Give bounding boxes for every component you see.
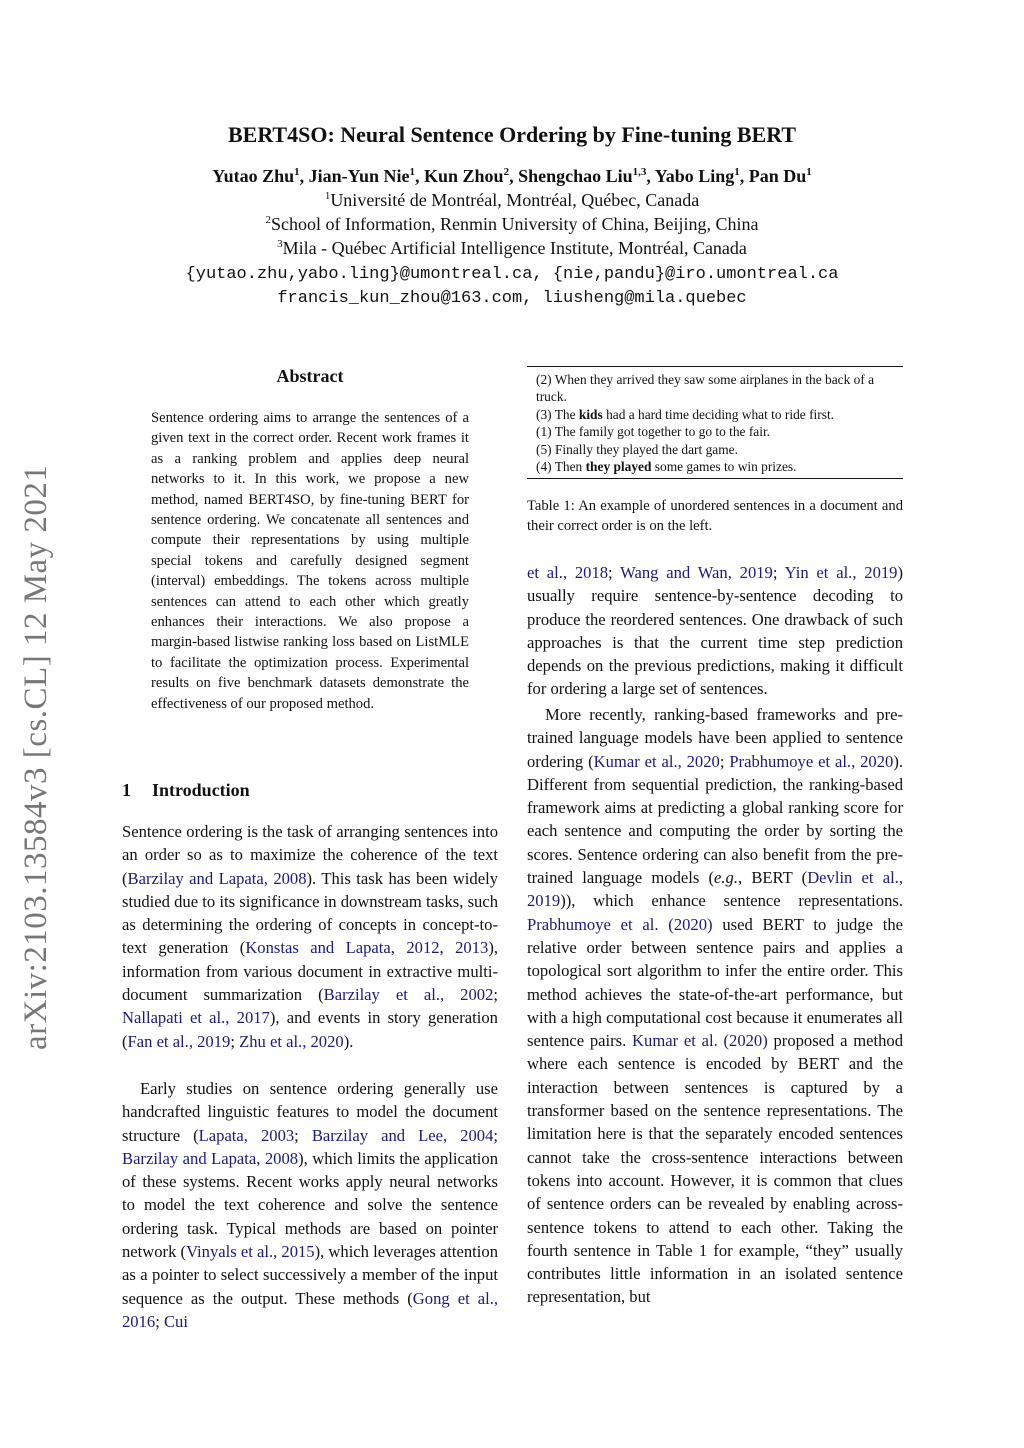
affiliation-1: $^1$Université de Montréal, Montréal, Québec, Canada: [324, 190, 700, 210]
citation-link[interactable]: Kumar et al. (2020): [632, 1031, 768, 1051]
text-run: ;: [230, 1031, 240, 1051]
table-row: [527, 371, 903, 406]
bold-text: kids: [578, 406, 603, 422]
arxiv-identifier: arXiv:2103.13584v3 [cs.CL] 12 May 2021: [18, 464, 54, 1050]
citation-link[interactable]: Wang and Wan, 2019: [620, 563, 773, 582]
text-run: (5) Finally they played the dart game.: [536, 441, 738, 457]
right-paragraph-1: [527, 561, 903, 701]
text-run: ). This task has been widely studied due to its significance in downstream tasks, such as determining the ordering of concepts in concept-to-text generation (: [122, 868, 498, 958]
text-run: ), information from various document in extractive multi-document summarization (: [122, 938, 498, 1005]
text-run: ), which limits the application of these systems. Recent works apply neural networks to model the text coherence and solve the sentence ordering task. Typical methods are based on pointer network (: [122, 1148, 499, 1262]
author-name: Pan Du: [748, 166, 807, 186]
citation-link[interactable]: et al., 2018: [527, 563, 609, 582]
author-affiliation-mark: 1,3: [632, 166, 647, 178]
author-affiliation-mark: 2: [503, 166, 510, 178]
citation-link[interactable]: 2012: [406, 938, 440, 958]
emphasis: e.g.: [714, 868, 738, 888]
citation-link[interactable]: Vinyals et al., 2015: [186, 1242, 315, 1262]
text-run: ;: [772, 563, 785, 582]
citation-link[interactable]: Prabhumoye et al. (2020): [527, 914, 713, 934]
author-affiliation-mark: 1: [806, 166, 812, 178]
text-run: ,: [439, 938, 456, 958]
citation-link[interactable]: Barzilay and Lee, 2004: [311, 1125, 494, 1145]
text-run: ;: [294, 1125, 312, 1145]
author-name: Yutao Zhu: [212, 166, 295, 186]
text-run: , BERT (: [738, 868, 808, 888]
citation-link[interactable]: Barzilay and Lapata, 2008: [122, 1148, 299, 1168]
author-affiliation-mark: 1: [294, 166, 300, 178]
text-run: used BERT to judge the relative order between sentence pairs and applies a topological sort algorithm to infer the entire order. This method achieves the state-of-the-art performance, but with a high computational cost because it enumerates all sentence pairs.: [527, 914, 903, 1051]
citation-link[interactable]: Fan et al., 2019: [127, 1031, 231, 1051]
text-run: ,: [390, 938, 407, 958]
section-heading-introduction: 1 Introduction: [122, 780, 250, 800]
table-row: [527, 406, 903, 423]
table-row: [527, 458, 903, 475]
text-run: Early studies on sentence ordering generally use handcrafted linguistic features to model the document structure (: [122, 1079, 498, 1145]
intro-paragraph-1: [122, 820, 498, 1053]
table-row: [527, 423, 903, 440]
text-run: ;: [493, 985, 498, 1005]
text-run: had a hard time deciding what to ride first.: [602, 406, 835, 422]
affiliation-2: $^2$School of Information, Renmin University of China, Beijing, China: [265, 214, 759, 234]
abstract-text: Sentence ordering aims to arrange the sentences of a given text in the correct order. Recent work frames it as a ranking problem and applies deep neural networks to it. In this work, we propose a new method, named BERT4SO, by fine-tuning BERT for sentence ordering. We concatenate all sentences and compute their representations by using multiple special tokens and carefully designed segment (interval) embeddings. The tokens across multiple sentences can attend to each other which greatly enhances their interactions. We also propose a margin-based listwise ranking loss based on ListMLE to facilitate the optimization process. Experimental results on five benchmark datasets demonstrate the effectiveness of our proposed method.: [151, 410, 469, 712]
citation-link[interactable]: Gong et al., 2016: [122, 1288, 499, 1331]
right-paragraph-2: [527, 703, 903, 1309]
author-affiliation-mark: 1: [409, 166, 415, 178]
text-run: proposed a method where each sentence is encoded by BERT and the interaction between sentences is captured by a transformer based on the sentence representations. The limitation here is that the separately encoded sentences cannot take the cross-sentence interactions between tokens into account. However, it is common that clues of sentence orders can be revealed by enabling across-sentence tokens to attend to each other. Taking the fourth sentence in Table 1 for example, “they” usually contributes little information in an isolated sentence representation, but: [527, 1031, 903, 1307]
text-run: ;: [608, 563, 621, 582]
citation-link[interactable]: Nallapati et al., 2017: [122, 1008, 270, 1028]
citation-link[interactable]: Cui: [163, 1311, 188, 1331]
table-caption: Table 1: An example of unordered sentences in a document and their correct order is on the left.: [527, 498, 903, 535]
text-run: ).: [343, 1031, 354, 1051]
text-run: ) usually require sentence-by-sentence decoding to produce the reordered sentences. One drawback of such approaches is that the current time step prediction depends on the previous predictions, making it difficult for ordering a large set of sentences.: [527, 563, 903, 699]
citation-link[interactable]: Barzilay and Lapata, 2008: [127, 868, 307, 888]
text-run: some games to win prizes.: [651, 459, 797, 475]
citation-link[interactable]: Kumar et al., 2020: [593, 751, 720, 771]
text-run: More recently, ranking-based frameworks and pre-trained language models have been applied to sentence ordering (: [527, 705, 903, 771]
citation-link[interactable]: Zhu et al., 2020: [239, 1031, 344, 1051]
text-run: (1) The family got together to go to the fair.: [536, 424, 771, 440]
citation-link[interactable]: Konstas and Lapata: [245, 938, 391, 958]
citation-link[interactable]: Barzilay et al., 2002: [323, 985, 494, 1005]
author-name: Jian-Yun Nie: [308, 166, 410, 186]
author-list: Yutao Zhu$^1$, Jian-Yun Nie$^1$, Kun Zhou$^2$, Shengchao Liu$^{1,3}$, Yabo Ling$^1$, Pan Du$^1$: [212, 166, 812, 186]
abstract-heading: Abstract: [276, 366, 344, 386]
example-table: [527, 366, 903, 479]
text-run: Sentence ordering is the task of arranging sentences into an order so as to maximize the coherence of the text (: [122, 822, 498, 888]
affiliation-3: $^3$Mila - Québec Artificial Intelligence Institute, Montréal, Canada: [277, 238, 747, 258]
text-run: ;: [155, 1311, 164, 1331]
text-run: )), which enhance sentence representations.: [560, 891, 903, 911]
paper-title: BERT4SO: Neural Sentence Ordering by Fine-tuning BERT: [227, 122, 797, 147]
text-run: (3) The: [536, 406, 579, 422]
text-run: ), and events in story generation (: [122, 1008, 498, 1051]
citation-link[interactable]: Lapata, 2003: [198, 1125, 295, 1145]
text-run: ). Different from sequential prediction, the ranking-based framework aims at predicting a global ranking score for each sentence and computing the order by sorting the scores. Sentence ordering can also benefit from the pre-trained language models (: [527, 751, 903, 888]
citation-link[interactable]: Devlin et al., 2019: [527, 868, 903, 911]
author-name: Shengchao Liu: [518, 166, 633, 186]
citation-link[interactable]: 2013: [455, 938, 489, 958]
text-run: (4) Then: [536, 459, 586, 475]
author-affiliation-mark: 1: [734, 166, 740, 178]
citation-link[interactable]: Prabhumoye et al., 2020: [729, 751, 894, 771]
text-run: ;: [493, 1125, 498, 1145]
table-row: [527, 441, 903, 458]
text-run: (2) When they arrived they saw some airplanes in the back of a truck.: [536, 372, 875, 405]
text-run: ;: [719, 751, 730, 771]
email-line-1: {yutao.zhu,yabo.ling}@umontreal.ca, {nie,pandu}@iro.umontreal.ca: [185, 265, 839, 284]
bold-text: they played: [585, 459, 652, 475]
email-line-2: francis_kun_zhou@163.com, liusheng@mila.quebec: [277, 289, 747, 308]
text-run: ), which leverages attention as a pointer to select successively a member of the input sequence as the output. These methods (: [122, 1242, 498, 1308]
author-name: Kun Zhou: [424, 166, 504, 186]
author-name: Yabo Ling: [654, 166, 735, 186]
intro-paragraph-2: [122, 1077, 498, 1333]
citation-link[interactable]: Yin et al., 2019: [784, 563, 898, 582]
